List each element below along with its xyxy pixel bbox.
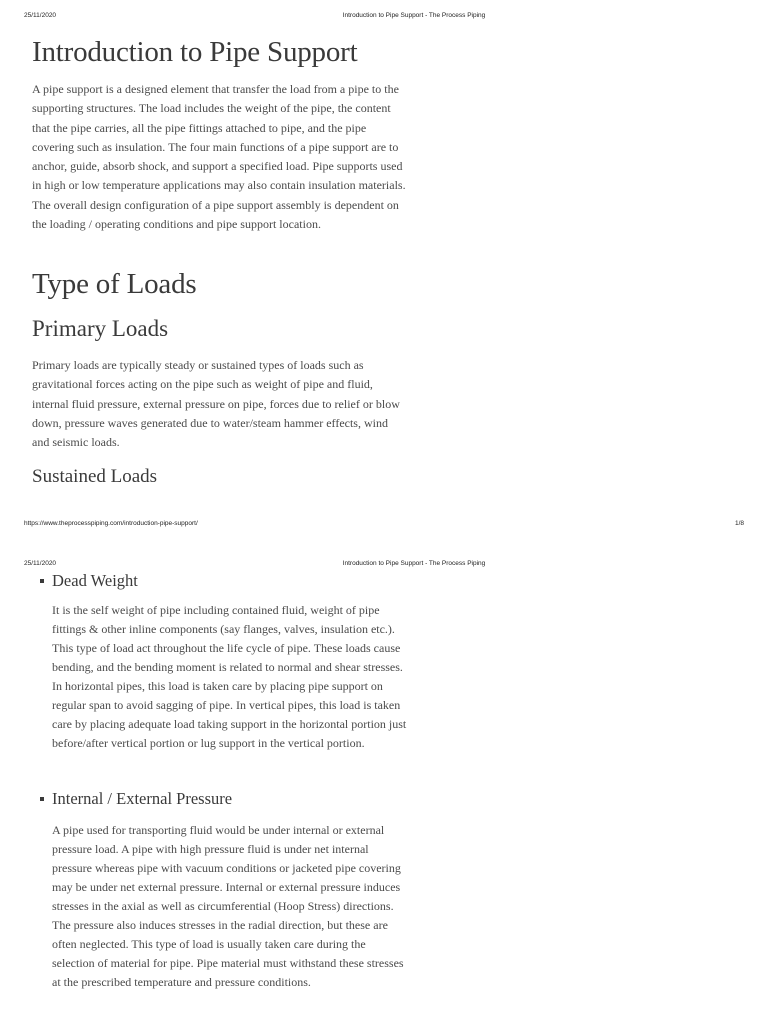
- primary-loads-paragraph: Primary loads are typically steady or sustained types of loads such as gravitational forces acting on the pipe such as weight of pipe and fluid, internal fluid pressure, external pressure on pipe, forces due to relief or blow down, pressure waves generated due to water/steam hammer effects, wind and seismic loads.: [32, 358, 400, 450]
- print-date: 25/11/2020: [24, 560, 57, 567]
- print-title: Introduction to Pipe Support - The Process Piping: [342, 560, 486, 567]
- print-date: 25/11/2020: [24, 12, 57, 19]
- section-heading-type-of-loads: Type of Loads: [32, 268, 197, 300]
- list-item-title: Internal / External Pressure: [52, 789, 233, 808]
- dead-weight-paragraph: It is the self weight of pipe including contained fluid, weight of pipe fittings & other inline components (say flanges, valves, insulation etc.). This type of load act throughout the life cycle of pipe. These loads cause bending, and the bending moment is related to normal and shear stresses. In horizontal pipes, this load is taken care by placing pipe support on regular span to avoid sagging of pipe. In vertical pipes, this load is taken care by placing adequate load taking support in the horizontal portion just before/after vertical portion or lug support in the vertical portion.: [52, 603, 407, 750]
- list-item-title: Dead Weight: [52, 571, 138, 590]
- page-number: 1/8: [734, 520, 744, 527]
- bullet-icon: [40, 797, 44, 801]
- print-title: Introduction to Pipe Support - The Process Piping: [342, 12, 486, 19]
- intro-paragraph: A pipe support is a designed element that transfer the load from a pipe to the supporting structures. The load includes the weight of the pipe, the content that the pipe carries, all the pipe fittings attached to pipe, and the pipe covering such as insulation. The four main functions of a pipe support are to anchor, guide, absorb shock, and support a specified load. Pipe supports used in high or low temperature applications may also contain insulation materials. The overall design configuration of a pipe support assembly is dependent on the loading / operating conditions and pipe support location.: [32, 82, 406, 232]
- footer-url[interactable]: https://www.theprocesspiping.com/introduction-pipe-support/: [24, 520, 198, 527]
- page-header: [0, 12, 768, 22]
- pressure-paragraph: A pipe used for transporting fluid would be under internal or external pressure load. A pipe with high pressure fluid is under net internal pressure whereas pipe with vacuum conditions or jacketed pipe covering may be under net external pressure. Internal or external pressure induces stresses in the axial as well as circumferential (Hoop Stress) directions. The pressure also induces stresses in the radial direction, but these are often neglected. This type of load is usually taken care during the selection of material for pipe. Pipe material must withstand these stresses at the prescribed temperature and pressure conditions.: [52, 823, 404, 989]
- page-title: Introduction to Pipe Support: [32, 36, 358, 68]
- section-heading-sustained-loads: Sustained Loads: [32, 466, 158, 487]
- document-page-2: [0, 548, 768, 1024]
- page-header: [0, 560, 768, 570]
- section-heading-primary-loads: Primary Loads: [32, 316, 169, 341]
- bullet-icon: [40, 579, 44, 583]
